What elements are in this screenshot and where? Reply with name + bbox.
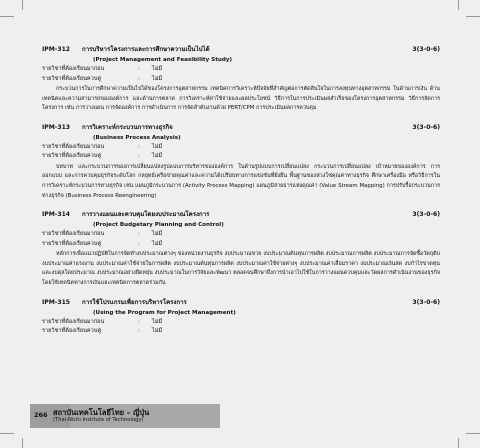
corequisite-row [42, 152, 440, 162]
corequisite-value: ไม่มี [152, 240, 163, 247]
course-title-en: (Project Budgetary Planning and Control) [93, 222, 224, 229]
prerequisite-label: รายวิชาที่ต้องเรียนมาก่อน [42, 66, 105, 72]
prerequisite-row [42, 230, 440, 240]
prerequisite-value: ไม่มี [152, 231, 163, 238]
corequisite-label: รายวิชาที่ต้องเรียนควบคู่ [42, 240, 102, 247]
corequisite-label: รายวิชาที่ต้องเรียนควบคู่ [42, 153, 102, 160]
crop-mark [22, 0, 23, 10]
corequisite-row [42, 75, 440, 85]
corequisite-row [42, 327, 440, 337]
course-credits: 3(3-0-6) [412, 46, 440, 53]
corequisite-value: ไม่มี [152, 75, 163, 82]
prerequisite-label: รายวิชาที่ต้องเรียนมาก่อน [42, 143, 105, 150]
colon: : [138, 328, 140, 335]
institute-name-th: สถาบันเทคโนโลยีไทย – ญี่ปุ่น [53, 408, 150, 417]
course-credits: 3(3-0-6) [412, 298, 440, 306]
colon: : [138, 143, 140, 150]
colon: : [138, 66, 140, 72]
course-entry [42, 297, 440, 337]
course-entry [42, 122, 440, 201]
prerequisite-value: ไม่มี [152, 318, 163, 325]
course-code: IPM-312 [42, 46, 71, 53]
course-code: IPM-314 [42, 211, 71, 219]
course-description: กระบวนการในการศึกษาความเป็นไปได้ของโครงการอุตสาหกรรม เทคนิคการวิเคราะห์ปัจจัยที่สำคัญต่อการตัดสินใจในการลงทุนทางอุตสาหกรรม ในด้านการเงิน ด้านเทคนิคและความสามารถขององค์การ และด้านการตลาด การวิเคราะห์ค่าใช้จ่ายและผลประโยชน์ วิธีการในการประเมินผลสำเร็จของโครงการอุตสาหกรรม วิธีการจัดการโครงการ เช่น การวางแผน การจัดองค์การ การดำเนินการ การจัดลำดับงานด้วย PERT/CPM การประเมินผลการควบคุม [42, 86, 440, 112]
prerequisite-value: ไม่มี [152, 143, 163, 150]
course-description: บทบาท และกระบวนการของการเปลี่ยนแปลงรูปแบบการบริหารขององค์การ ในด้านรูปแบบการเปลี่ยนแปลง กระบวนการเปลี่ยนแปลง เป้าหมายขององค์การ การออกแบบ และการควบคุมธุรกิจระดับโลก กลยุทธ์เครือข่ายคุณค่าและความได้เปรียบทางการแข่งขันที่ยั่งยืน พื้นฐานของห่วงโซ่คุณค่าทางธุรกิจ ศึกษาเครื่องมือ หรือวิธีการในการวิเคราะห์กระบวนการทางธุรกิจ เช่น แผนภูมิกระบวนการ (Activity Process Mapping) แผนภูมิสายธารแห่งคุณค่า (Value Stream Mapping) การปรับรื้อกระบวนการทางธุรกิจ (Business Process Reengineering) [42, 163, 440, 199]
colon: : [138, 240, 140, 247]
page-footer [0, 404, 480, 448]
prerequisite-row [42, 65, 440, 75]
crop-mark [458, 0, 459, 10]
course-title-th: การวิเคราะห์กระบวนการทางธุรกิจ [82, 123, 173, 131]
course-description: หลักการเพื่อแนวปฏิบัติในการจัดทำงบประมาณต่างๆ ของหน่วยงานธุรกิจ งบประมาณขาย งบประมาณต้นทุนการผลิต งบประมาณการผลิต งบประมาณการจัดซื้อวัตถุดิบ งบประมาณค่าแรงงาน งบประมาณค่าใช้จ่ายในการผลิต งบประมาณต้นทุนการผลิต งบประมาณค่าใช้จ่ายต่างๆ งบประมาณค่าเสื่อมราคา งบประมาณเงินสด งบกำไรขาดทุนและงบดุลโดยประมาณ งบประมาณอย่างยืดหยุ่น งบประมาณในการวิจัยและพัฒนา ตลอดจนศึกษาถึงการนำเอาไปใช้ในการวางแผนควบคุมและวัดผลการดำเนินงานของธุรกิจโดยใช้เทคนิคทางการเงินและเทคนิคการตลาดร่วมกัน [42, 251, 440, 286]
prerequisite-value: ไม่มี [152, 66, 163, 72]
course-title-en: (Using the Program for Project Management) [93, 309, 236, 316]
prerequisite-label: รายวิชาที่ต้องเรียนมาก่อน [42, 318, 105, 325]
colon: : [138, 153, 140, 160]
course-credits: 3(3-0-6) [412, 123, 440, 131]
colon: : [138, 231, 140, 238]
colon: : [138, 318, 140, 325]
course-entry [42, 209, 440, 288]
course-title-th: การวางแผนและควบคุมโดยงบประมาณโครงการ [82, 211, 210, 219]
course-code: IPM-313 [42, 123, 71, 131]
prerequisite-label: รายวิชาที่ต้องเรียนมาก่อน [42, 231, 105, 238]
course-title-th: การใช้โปรแกรมเพื่อการบริหารโครงการ [82, 298, 187, 306]
corequisite-row [42, 240, 440, 250]
course-title-en: (Business Process Analysis) [93, 134, 181, 141]
course-list [42, 44, 440, 345]
prerequisite-row [42, 318, 440, 328]
course-title-en: (Project Management and Feasibility Study) [93, 57, 233, 63]
colon: : [138, 75, 140, 82]
corequisite-value: ไม่มี [152, 328, 163, 335]
crop-mark [0, 16, 14, 17]
course-title-th: การบริหารโครงการและการศึกษาความเป็นไปได้ [82, 46, 210, 53]
course-entry [42, 44, 440, 114]
corequisite-label: รายวิชาที่ต้องเรียนควบคู่ [42, 75, 102, 82]
prerequisite-row [42, 143, 440, 153]
crop-mark [466, 16, 480, 17]
course-credits: 3(3-0-6) [412, 211, 440, 219]
institute-name-en: (Thai-Nichi Institute of Technology) [53, 417, 144, 423]
corequisite-label: รายวิชาที่ต้องเรียนควบคู่ [42, 328, 102, 335]
course-code: IPM-315 [42, 298, 71, 306]
corequisite-value: ไม่มี [152, 153, 163, 160]
page-number: 266 [34, 411, 48, 419]
